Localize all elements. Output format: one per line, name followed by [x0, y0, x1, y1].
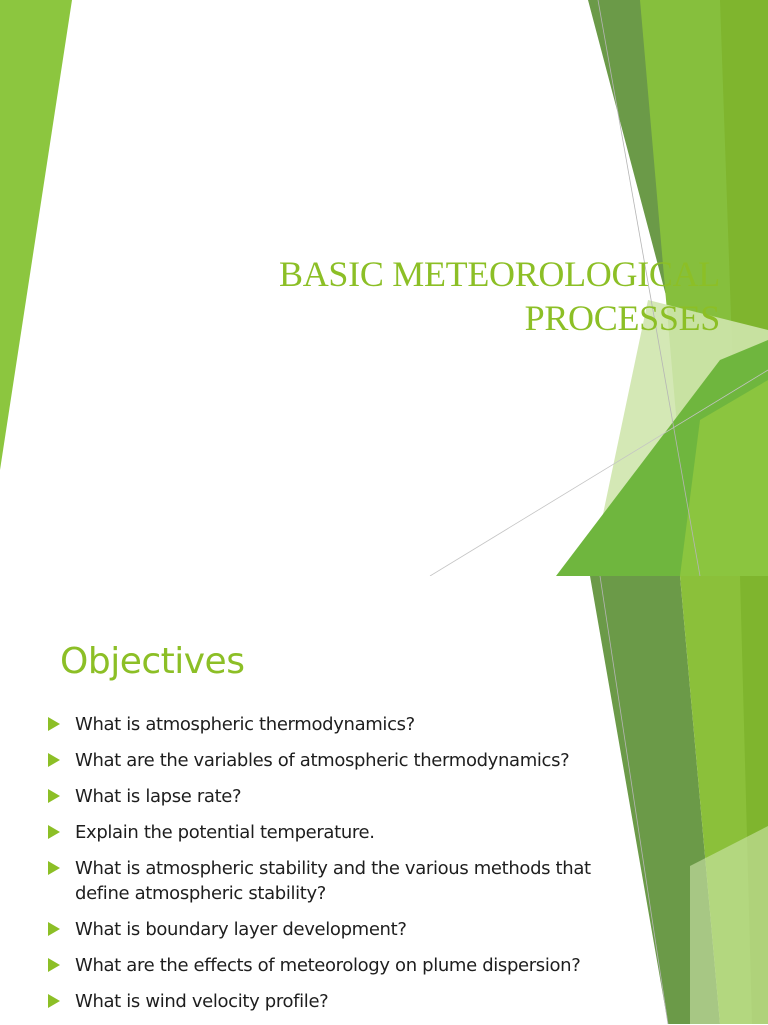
list-item-text: Explain the potential temperature. [75, 822, 375, 843]
triangle-bullet-icon [48, 994, 60, 1008]
slide-title [160, 252, 720, 340]
objectives-list [46, 712, 646, 1025]
list-item-text: What are the variables of atmospheric thermodynamics? [75, 750, 570, 771]
left-green-facet [0, 0, 72, 470]
objectives-heading: Objectives [60, 641, 245, 682]
list-item-text: What is wind velocity profile? [75, 991, 329, 1012]
list-item [46, 820, 646, 845]
triangle-bullet-icon [48, 861, 60, 875]
list-item-text: What are the effects of meteorology on plume dispersion? [75, 955, 581, 976]
list-item-text: What is lapse rate? [75, 786, 242, 807]
triangle-bullet-icon [48, 717, 60, 731]
list-item [46, 712, 646, 737]
list-item [46, 953, 646, 978]
list-item [46, 917, 646, 942]
list-item-text: What is boundary layer development? [75, 919, 407, 940]
list-item-text: What is atmospheric stability and the various methods that define atmospheric stability? [75, 858, 591, 904]
list-item [46, 784, 646, 809]
list-item-text: What is atmospheric thermodynamics? [75, 714, 415, 735]
triangle-bullet-icon [48, 789, 60, 803]
triangle-bullet-icon [48, 825, 60, 839]
triangle-bullet-icon [48, 958, 60, 972]
title-line-2: PROCESSES [524, 298, 720, 338]
list-item [46, 856, 646, 906]
triangle-bullet-icon [48, 922, 60, 936]
list-item [46, 748, 646, 773]
list-item [46, 989, 646, 1014]
triangle-bullet-icon [48, 753, 60, 767]
title-line-1: BASIC METEOROLOGICAL [279, 254, 720, 294]
